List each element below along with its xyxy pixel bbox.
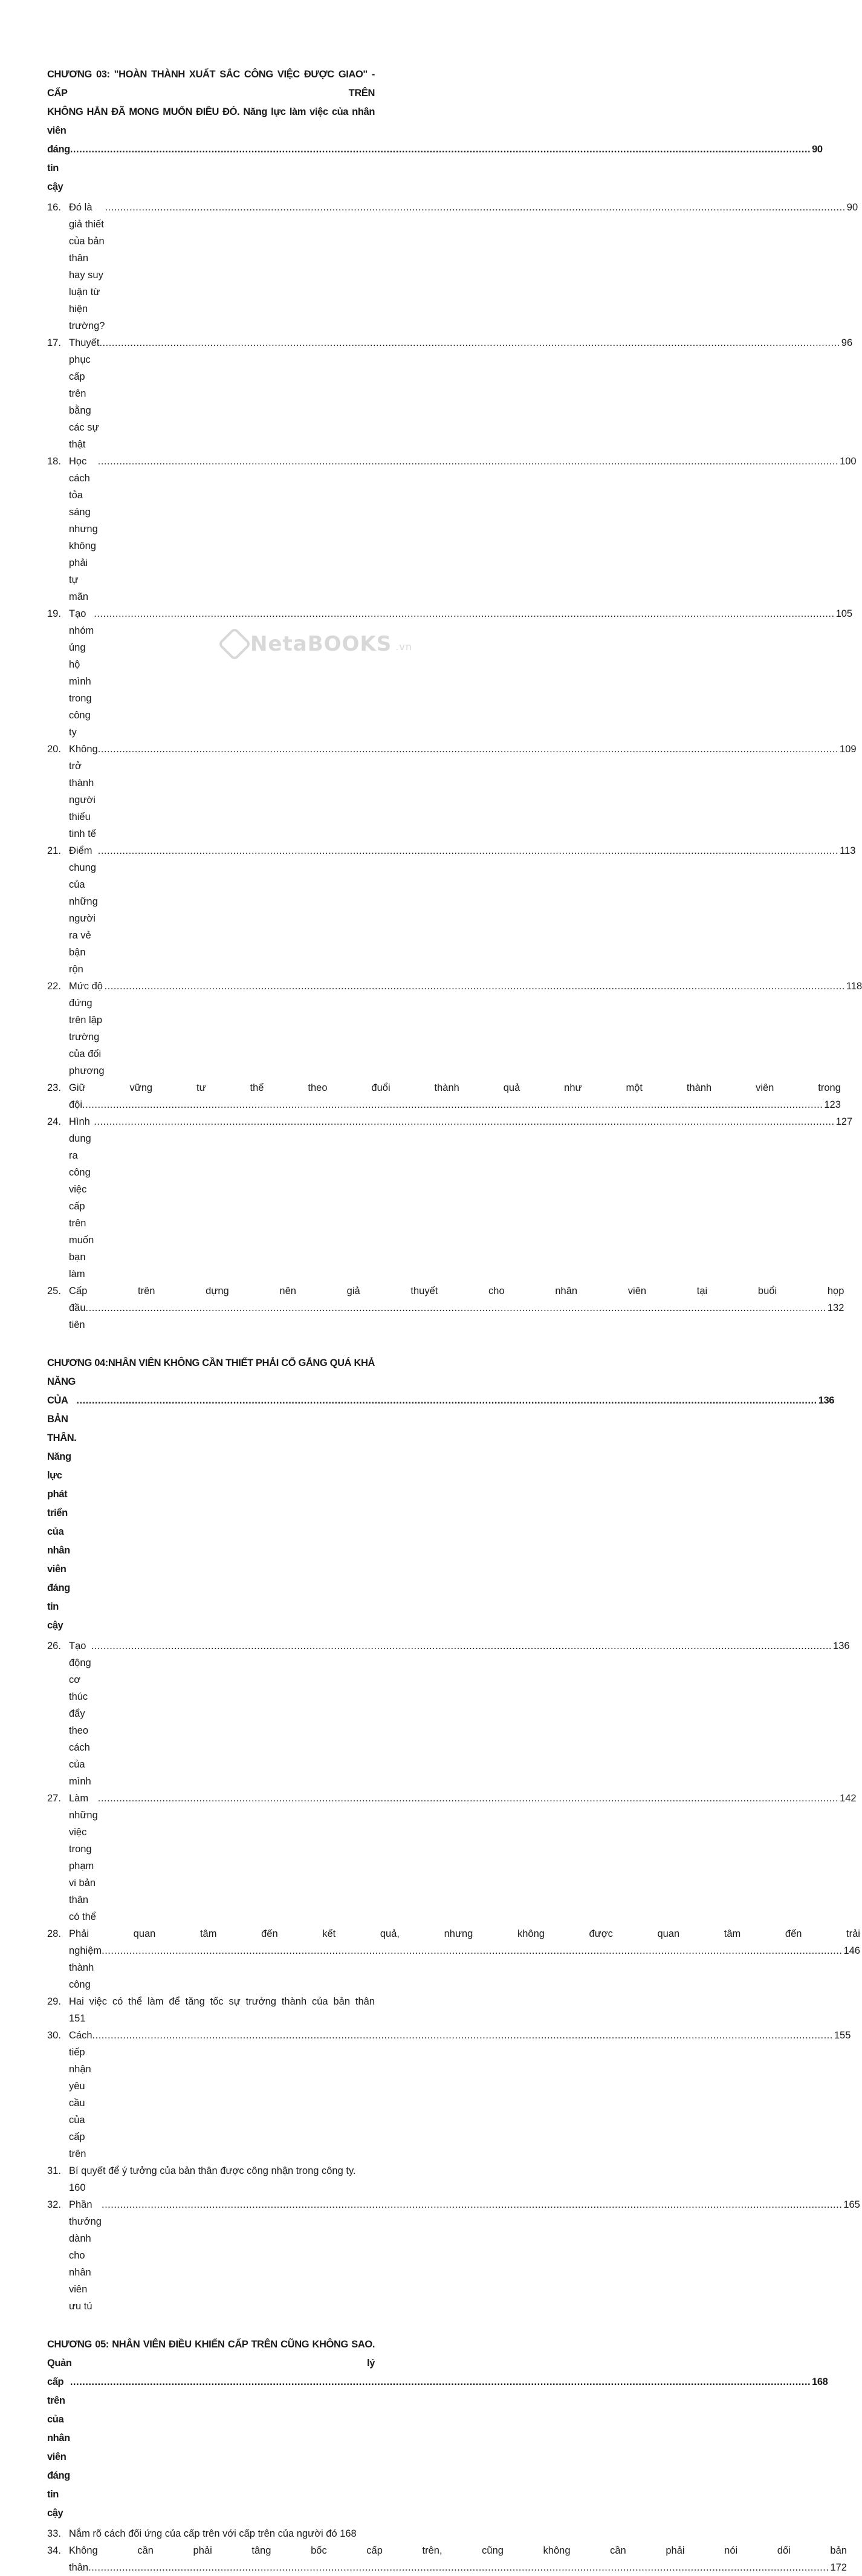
page-number: 142 [840,1793,857,1804]
chapter-heading-line: CHƯƠNG 03: "HOÀN THÀNH XUẤT SẮC CÔNG VIỆC ĐƯỢC GIAO" - CẤP TRÊN [47,69,375,99]
entry-text-block [69,1993,375,2027]
entry-text-block [69,453,857,605]
dot-leader [76,1391,817,1410]
page-number: 127 [835,1116,853,1127]
chapter-heading-last-line [47,2373,828,2523]
entry-title-row [69,605,852,741]
entry-text-block [69,2525,375,2542]
toc-entry[interactable] [47,1283,844,1333]
toc-entry[interactable] [47,1790,857,1925]
watermark-brand: NetaBOOKS [250,632,392,656]
entry-text: Bí quyết để ý tưởng của bản thân được công nhận trong công ty. 160 [69,2165,356,2193]
entry-title: Mức độ đứng trên lập trường của đối phương [69,981,105,1076]
page-number: 90 [846,202,858,213]
dot-leader [86,1299,826,1316]
entry-title-row [69,453,857,605]
dot-leader [94,605,834,622]
toc-entry[interactable] [47,2162,375,2196]
page-number: 96 [841,337,853,348]
toc-entry[interactable] [47,2525,375,2542]
dot-leader [98,1790,838,1807]
entry-title-row [69,978,862,1079]
entry-title-row [69,741,857,842]
toc-entry[interactable] [47,334,853,453]
entry-number: 23. [47,1082,61,1093]
toc-entry[interactable] [47,1993,375,2027]
toc-entry[interactable] [47,199,858,334]
entry-text-line: Không cần phải tâng bốc cấp trên, cũng không cần phải nói dối bản [69,2545,847,2556]
entry-number: 26. [47,1641,61,1651]
entry-title-row [69,199,858,334]
entry-title-row [69,1638,850,1790]
chapter-heading [47,65,823,197]
entry-title: Cách tiếp nhận yêu cầu của cấp trên [69,2030,92,2159]
dot-leader [82,1096,823,1113]
entry-number: 33. [47,2528,61,2539]
page-number: 105 [835,608,853,619]
entry-number: 24. [47,1116,61,1127]
entry-number: 32. [47,2199,61,2210]
entry-number: 28. [47,1928,61,1939]
chapter-heading-line: CHƯƠNG 04:NHÂN VIÊN KHÔNG CẦN THIẾT PHẢI CỐ GẮNG QUÁ KHẢ NĂNG [47,1358,375,1387]
entry-title-row [69,2559,847,2576]
entry-number: 30. [47,2030,61,2041]
dot-leader [98,741,838,758]
entry-text-block [69,1790,857,1925]
entry-title: Học cách tỏa sáng nhưng không phải tự mãn [69,456,98,602]
toc-entry[interactable] [47,1925,860,1993]
entry-title: nghiệm thành công [69,1945,102,1990]
chapter-section [47,1354,860,2335]
entry-title: đầu tiên [69,1303,86,1330]
toc-entry[interactable] [47,978,862,1079]
entry-title: Phần thưởng dành cho nhân viên ưu tú [69,2199,102,2312]
entry-title: Tạo nhóm ủng hộ mình trong công ty [69,608,94,738]
entry-title: Thuyết phục cấp trên bằng các sự thật [69,337,100,450]
dot-leader [102,2196,842,2213]
entry-text-block [69,2027,851,2162]
entry-number: 17. [47,337,61,348]
page-number: 132 [827,1303,844,1313]
entry-text-line: Cấp trên dựng nên giả thuyết cho nhân viên tại buổi họp [69,1286,844,1296]
entry-number: 29. [47,1996,61,2007]
toc-entry[interactable] [47,2027,851,2162]
entry-number: 21. [47,845,61,856]
entry-title-row [69,2027,851,2162]
entry-text-block [69,1283,844,1333]
entry-text-block [69,2542,847,2576]
toc-entry[interactable] [47,842,856,978]
chapter-heading-text: đáng tin cậy [47,144,70,192]
entry-title: thân [69,2562,89,2573]
toc-entry[interactable] [47,2196,860,2315]
entry-title: Điểm chung của những người ra vẻ bận rộn [69,845,98,975]
page-number: 136 [833,1641,850,1651]
entry-text-line: Hai việc có thể làm để tăng tốc sự trưởng thành của bản thân [69,1996,375,2007]
entry-number: 31. [47,2165,61,2176]
entry-text-line: Giữ vững tư thế theo đuổi thành quả như một thành viên trong [69,1082,841,1093]
entry-text: Nắm rõ cách đối ứng của cấp trên với cấp trên của người đó 168 [69,2528,357,2539]
toc-entry[interactable] [47,453,857,605]
page-number: 146 [843,1945,860,1956]
entry-number: 18. [47,456,61,467]
dot-leader [70,140,811,159]
entry-title-row [69,842,855,978]
entry-title-row [69,2196,860,2315]
entry-title-row [69,334,852,453]
page-number: 123 [824,1099,841,1110]
entry-number: 27. [47,1793,61,1804]
dot-leader [98,453,838,470]
toc-entry[interactable] [47,1113,853,1283]
page-number: 109 [840,744,857,755]
chapter-heading-last-line [47,140,823,197]
dot-leader [92,2027,833,2044]
dot-leader [70,2373,811,2392]
dot-leader [98,842,838,859]
entry-text-block [69,1925,860,1993]
entry-title-row [69,1299,844,1333]
entry-title: Đó là giả thiết của bản thân hay suy luận từ hiện trường? [69,202,105,331]
entry-title: Không trở thành người thiếu tinh tế [69,744,98,839]
entry-page-number: 151 [69,2013,86,2024]
entry-text-block [69,334,852,453]
dot-leader [99,334,840,351]
entry-text-block [69,2162,375,2196]
page-number: 168 [812,2376,828,2387]
toc-entry[interactable] [47,741,857,842]
dot-leader [105,978,845,995]
toc-entry[interactable] [47,1079,841,1113]
chapter-heading [47,2335,828,2523]
page-number: 113 [840,845,856,856]
chapter-heading-line: KHÔNG HẲN ĐÃ MONG MUỐN ĐIỀU ĐÓ. Năng lực làm việc của nhân viên [47,106,375,136]
entry-title-row [69,1113,852,1283]
entry-text-block [69,2196,860,2315]
entry-title: Làm những việc trong phạm vi bản thân có thể [69,1793,98,1922]
dot-leader [94,1113,834,1130]
entry-text-block [69,978,862,1079]
spacer [47,1333,375,1354]
page-number: 118 [846,981,862,992]
chapter-section [47,2335,847,2576]
watermark [222,632,412,656]
netabooks-logo-icon [218,627,252,662]
entry-text-block [69,1079,841,1113]
entry-number: 22. [47,981,61,992]
entry-text-line: Phải quan tâm đến kết quả, nhưng không được quan tâm đến trải [69,1928,860,1939]
entry-title: đội [69,1099,83,1110]
chapter-heading [47,1354,835,1635]
dot-leader [88,2559,829,2576]
page-number: 136 [818,1395,835,1406]
entry-number: 19. [47,608,61,619]
entry-text-block [69,605,852,741]
entry-text-block [69,1113,852,1283]
entry-number: 16. [47,202,61,213]
entry-number: 34. [47,2545,61,2556]
page-number: 100 [840,456,857,467]
page-number: 172 [830,2562,847,2573]
entry-text-block [69,1638,850,1790]
page-number: 165 [843,2199,860,2210]
entry-text-block [69,842,855,978]
spacer [47,2315,375,2335]
entry-title-row [69,1096,841,1113]
entry-text-block [69,741,857,842]
page-number: 90 [812,144,823,155]
watermark-suffix: .vn [395,641,412,652]
toc-entry[interactable] [47,1638,850,1790]
entry-title-row [69,1942,860,1993]
toc-entry[interactable] [47,2542,847,2576]
dot-leader [102,1942,842,1959]
entry-number: 25. [47,1286,61,1296]
chapter-heading-line: CHƯƠNG 05: NHÂN VIÊN ĐIỀU KHIỂN CẤP TRÊN CŨNG KHÔNG SAO. Quản lý [47,2339,375,2369]
entry-title: Hình dung ra công việc cấp trên muốn bạn làm [69,1116,94,1280]
chapter-heading-text: cấp trên của nhân viên đáng tin cậy [47,2376,70,2519]
entry-number: 20. [47,744,61,755]
dot-leader [105,199,845,216]
dot-leader [91,1638,832,1654]
page-number: 155 [834,2030,851,2041]
entry-title: Tạo động cơ thúc đẩy theo cách của mình [69,1641,91,1787]
entry-text-block [69,199,858,334]
entry-title-row [69,1790,857,1925]
chapter-heading-last-line [47,1391,835,1635]
chapter-heading-text: CỦA BẢN THÂN. Năng lực phát triển của nhân viên đáng tin cậy [47,1395,77,1631]
